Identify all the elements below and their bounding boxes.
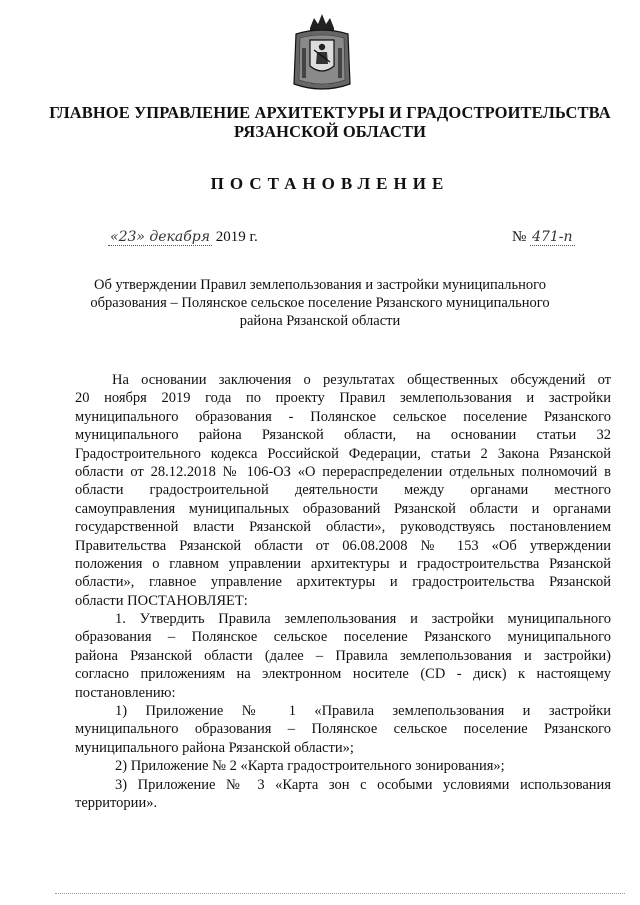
document-number [512, 229, 575, 246]
body-line: 1) Приложение № 1 «Правила землепользования и застройки [115, 703, 611, 720]
body-line: муниципального района Рязанской области, на основании статьи 32 [75, 427, 611, 444]
body-line: муниципального образования – Полянское сельское поселение Рязанского [75, 721, 611, 738]
handwritten-date: «23» декабря [110, 229, 211, 245]
body-line: 20 ноября 2019 года по проекту Правил землепользования и застройки [75, 390, 611, 407]
document-date [108, 229, 258, 246]
subject-line: образования – Полянское сельское поселение Рязанского муниципального [90, 295, 550, 311]
number-prefix: № [512, 229, 527, 245]
document-type-title: ПОСТАНОВЛЕНИЕ [210, 174, 450, 193]
body-line: 2) Приложение № 2 «Карта градостроительного зонирования»; [115, 758, 505, 775]
document-body [75, 371, 611, 812]
body-line: самоуправления муниципальных образований Рязанской области и органами [75, 500, 611, 517]
body-line: Правительства Рязанской области от 06.08.2008 № 153 «Об утверждении [75, 537, 611, 554]
date-year: 2019 г. [215, 229, 258, 245]
body-line: постановлению: [75, 684, 176, 701]
page-bottom-edge [55, 893, 625, 894]
body-line: образования – Полянское сельское поселение Рязанского муниципального [75, 629, 611, 646]
body-line: территории». [75, 794, 158, 811]
document-subject [60, 276, 580, 330]
body-line: 3) Приложение № 3 «Карта зон с особыми условиями использования [115, 776, 611, 793]
coat-of-arms-emblem [292, 10, 352, 94]
body-line: 1. Утвердить Правила землепользования и застройки муниципального [115, 611, 611, 628]
subject-line: района Рязанской области [239, 313, 401, 329]
body-line: На основании заключения о результатах общественных обсуждений от [112, 372, 611, 388]
body-line: области ПОСТАНОВЛЯЕТ: [75, 592, 248, 609]
subject-line: Об утверждении Правил землепользования и застройки муниципального [93, 277, 546, 293]
body-line: государственной власти Рязанской области», руководствуясь постановлением [75, 519, 611, 536]
body-line: области», главное управление архитектуры и градостроительства Рязанской [75, 574, 611, 591]
body-line: согласно приложениям на электронном носителе (CD - диск) к настоящему [75, 666, 611, 683]
body-line: Градостроительного кодекса Российской Федерации, статьи 2 Закона Рязанской [75, 445, 611, 462]
body-line: муниципального района Рязанской области»; [75, 739, 354, 756]
handwritten-number: 471-п [532, 229, 573, 245]
body-line: положения о главном управлении архитектуры и градостроительства Рязанской [75, 555, 611, 572]
body-line: района Рязанской области (далее – Правила землепользования и застройки) [75, 647, 611, 664]
agency-name-line1: ГЛАВНОЕ УПРАВЛЕНИЕ АРХИТЕКТУРЫ И ГРАДОСТРОИТЕЛЬСТВА [49, 103, 611, 122]
body-line: области от 28.12.2018 № 106-ОЗ «О перераспределении отдельных полномочий в [75, 463, 611, 480]
agency-name-line2: РЯЗАНСКОЙ ОБЛАСТИ [233, 122, 427, 141]
body-line: муниципального образования - Полянское сельское поселение Рязанского [75, 408, 611, 425]
body-line: области градостроительной деятельности между органами местного [75, 482, 611, 499]
